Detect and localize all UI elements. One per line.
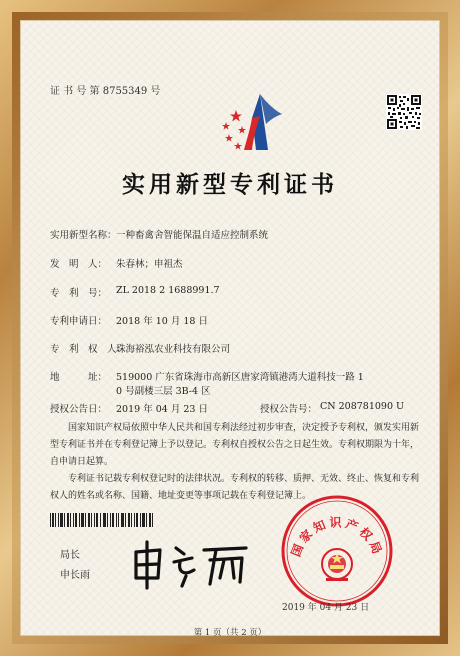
national-emblem-icon bbox=[322, 549, 352, 581]
qr-code-icon bbox=[386, 94, 422, 130]
field-label: 实用新型名称： bbox=[50, 230, 117, 241]
director-name: 申长雨 bbox=[60, 570, 90, 581]
field-value: 0 号副楼三层 3B-4 区 bbox=[116, 386, 211, 397]
field-grant-date bbox=[20, 401, 440, 421]
field-value: 2018 年 10 月 18 日 bbox=[116, 316, 208, 327]
director-title: 局长 bbox=[60, 550, 80, 561]
certificate-title: 实用新型专利证书 bbox=[122, 171, 338, 198]
svg-text:国家知识产权局 bbox=[289, 515, 386, 559]
field-label: 专 利 号： bbox=[50, 288, 108, 299]
field-value: 2019 年 04 月 23 日 bbox=[116, 404, 208, 415]
seal-date: 2019 年 04 月 23 日 bbox=[282, 603, 370, 613]
field-value: 519000 广东省珠海市高新区唐家湾镇港湾大道科技一路 1 bbox=[116, 372, 364, 383]
field-label: 授权公告日： bbox=[50, 404, 108, 415]
field-patentee bbox=[20, 341, 440, 361]
field-label: 地 址： bbox=[50, 372, 108, 383]
director-signature bbox=[124, 538, 254, 590]
field-application-date bbox=[20, 313, 440, 333]
legal-status-text: 专利证书记载专利权登记时的法律状况。专利权的转移、质押、无效、终止、恢复和专利权人的姓名或名称、国籍、地址变更等事项记载在专利登记簿上。 bbox=[50, 474, 420, 501]
publication-number-label: 授权公告号： bbox=[260, 404, 318, 415]
certificate-number: 证 书 号 第 8755349 号 bbox=[50, 86, 161, 97]
grant-statement bbox=[50, 420, 426, 471]
seal-text: 国家知识产权局 bbox=[288, 515, 386, 559]
field-value: 朱春林；申祖杰 bbox=[116, 259, 183, 270]
barcode-icon bbox=[50, 513, 154, 527]
field-value: 珠海裕泓农业科技有限公司 bbox=[116, 344, 231, 355]
field-value: ZL 2018 2 1688991.7 bbox=[116, 285, 220, 296]
patent-office-seal bbox=[278, 492, 396, 610]
field-label: 发 明 人： bbox=[50, 259, 108, 270]
field-label: 专利申请日： bbox=[50, 316, 108, 327]
patent-office-emblem-icon bbox=[216, 88, 288, 158]
field-patent-number bbox=[20, 285, 440, 305]
field-label: 专 利 权 人： bbox=[50, 344, 127, 355]
publication-number: CN 208781090 U bbox=[320, 401, 405, 412]
grant-statement-text: 国家知识产权局依照中华人民共和国专利法经过初步审查，决定授予专利权，颁发实用新型专利证书并在专利登记簿上予以登记。专利权自授权公告之日起生效。专利权期限为十年，自申请日起算。 bbox=[50, 423, 420, 467]
field-inventors bbox=[20, 256, 440, 276]
field-utility-name bbox=[20, 227, 440, 247]
certificate-paper bbox=[20, 20, 440, 636]
page-indicator: 第 1 页（共 2 页） bbox=[193, 628, 267, 638]
field-address-continued bbox=[20, 383, 440, 403]
field-value: 一种畜禽舍智能保温自适应控制系统 bbox=[116, 230, 269, 241]
